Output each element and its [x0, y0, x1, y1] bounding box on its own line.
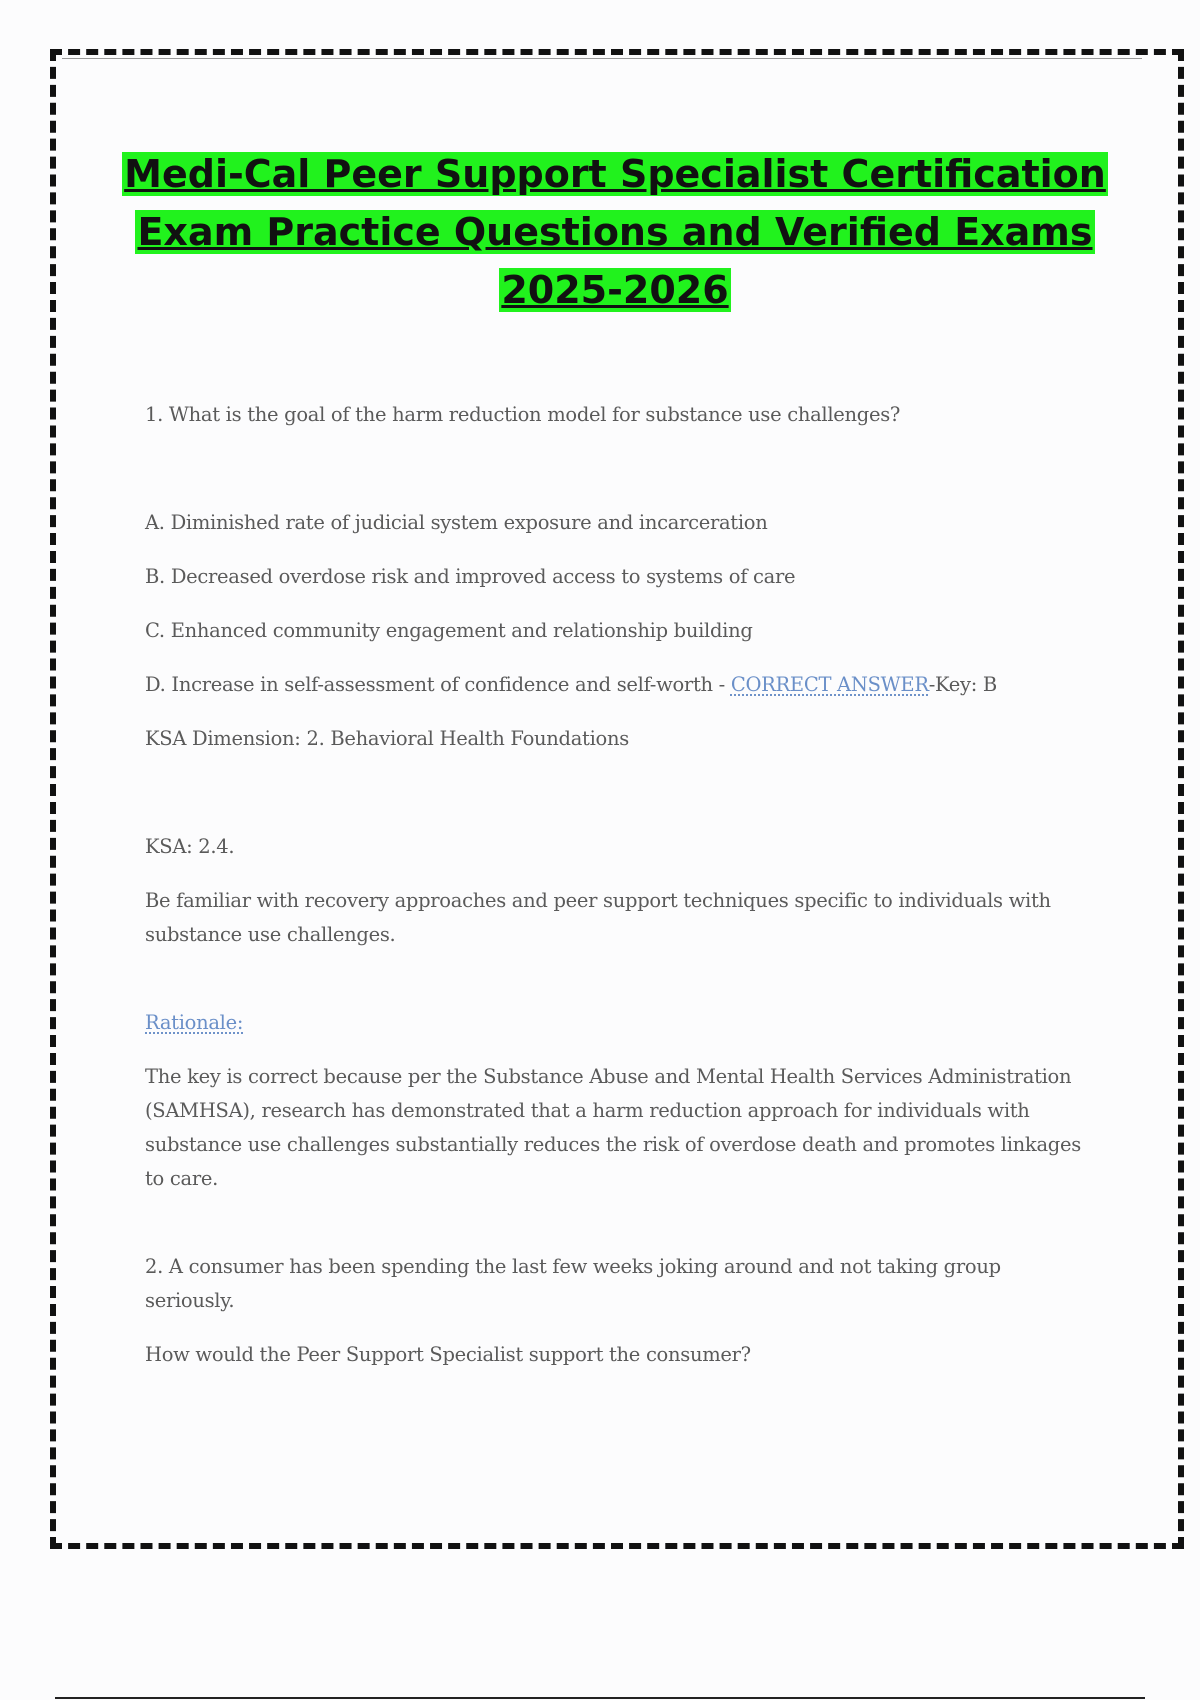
- option-d: [145, 668, 1090, 702]
- title-line-3: 2025-2026: [501, 268, 729, 312]
- ksa-code: KSA: 2.4.: [145, 835, 235, 858]
- option-d-text: D. Increase in self-assessment of confidence and self-worth -: [145, 673, 731, 696]
- option-a: A. Diminished rate of judicial system exposure and incarceration: [145, 511, 768, 534]
- document-body: [145, 398, 1090, 1372]
- option-c: C. Enhanced community engagement and relationship building: [145, 619, 753, 642]
- correct-answer-link[interactable]: CORRECT ANSWER: [730, 673, 929, 696]
- option-b: B. Decreased overdose risk and improved access to systems of care: [145, 565, 796, 588]
- bottom-rule: [55, 1697, 1145, 1699]
- rationale-heading: [145, 1006, 1090, 1040]
- question-2-text: 2. A consumer has been spending the last few weeks joking around and not taking group seriously.: [145, 1255, 1001, 1312]
- rationale-text: The key is correct because per the Substance Abuse and Mental Health Services Administration (SAMHSA), research has demonstrated that a harm reduction approach for individuals with substance use challenges substantially reduces the risk of overdose death and promotes linkages to care.: [145, 1065, 1081, 1190]
- question-1-text: 1. What is the goal of the harm reduction model for substance use challenges?: [145, 403, 901, 426]
- top-inner-rule: [62, 58, 1142, 59]
- title-line-2: Exam Practice Questions and Verified Exams: [137, 210, 1093, 254]
- rationale-link[interactable]: Rationale:: [145, 1011, 244, 1034]
- ksa-description: Be familiar with recovery approaches and peer support techniques specific to individuals with substance use challenges.: [145, 889, 1051, 946]
- ksa-dimension: KSA Dimension: 2. Behavioral Health Foundations: [145, 727, 629, 750]
- question-2-prompt: How would the Peer Support Specialist support the consumer?: [145, 1343, 751, 1366]
- answer-key: -Key: B: [928, 673, 997, 696]
- title-line-1: Medi-Cal Peer Support Specialist Certification: [124, 152, 1106, 196]
- document-title: [90, 145, 1140, 319]
